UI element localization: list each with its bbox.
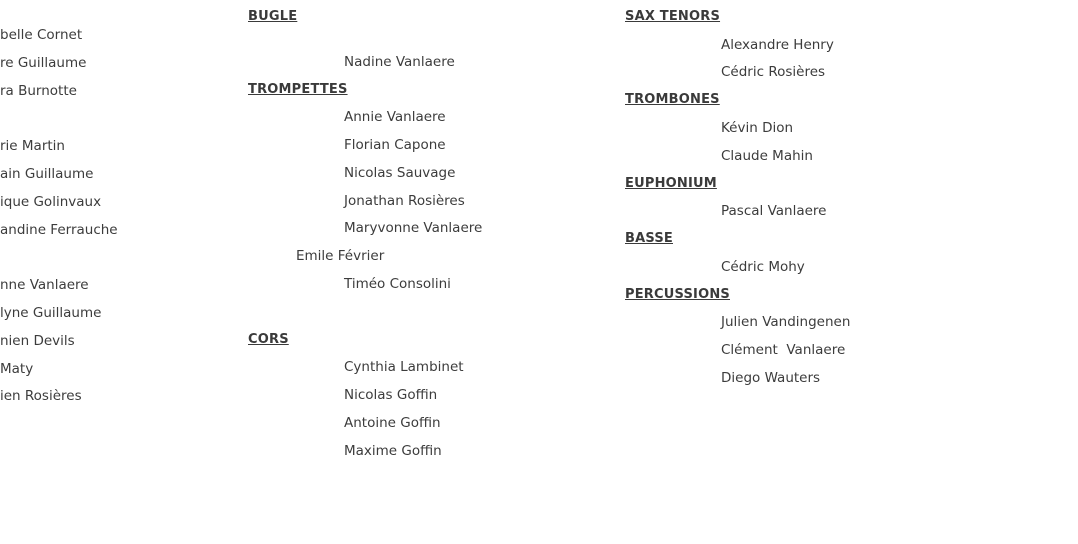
member-name: ien Rosières <box>0 388 82 404</box>
member-name: lyne Guillaume <box>0 305 102 321</box>
section-heading-trombones: TROMBONES <box>625 92 720 107</box>
member-name: Annie Vanlaere <box>344 109 446 125</box>
member-name: ra Burnotte <box>0 83 77 99</box>
member-name: Nicolas Sauvage <box>344 165 456 181</box>
member-name: Cédric Rosières <box>721 64 826 80</box>
member-name: rie Martin <box>0 138 65 154</box>
section-heading-euphonium: EUPHONIUM <box>625 176 717 191</box>
member-name: Maxime Goffin <box>344 443 442 459</box>
member-name: Diego Wauters <box>721 370 821 386</box>
member-name: Cynthia Lambinet <box>344 359 464 375</box>
member-name: Maty <box>0 361 34 377</box>
member-name: re Guillaume <box>0 55 87 71</box>
member-name: Cédric Mohy <box>721 259 805 275</box>
section-heading-sax-tenors: SAX TENORS <box>625 9 721 24</box>
section-heading-basse: BASSE <box>625 231 673 246</box>
section-heading-percussions: PERCUSSIONS <box>625 287 730 302</box>
member-name: andine Ferrauche <box>0 222 118 238</box>
member-name: Alexandre Henry <box>721 37 834 53</box>
member-name: Kévin Dion <box>721 120 794 136</box>
member-name: Julien Vandingenen <box>721 314 851 330</box>
section-heading-bugle: BUGLE <box>248 9 298 24</box>
member-name: ique Golinvaux <box>0 194 102 210</box>
section-heading-trompettes: TROMPETTES <box>248 82 348 97</box>
section-heading-cors: CORS <box>248 332 289 347</box>
member-name: nne Vanlaere <box>0 277 89 293</box>
member-name: Clément Vanlaere <box>721 342 846 358</box>
member-name: Emile Février <box>296 248 385 264</box>
member-name: Timéo Consolini <box>344 276 451 292</box>
member-name: Pascal Vanlaere <box>721 203 827 219</box>
member-name: Nicolas Goffin <box>344 387 438 403</box>
member-name: Florian Capone <box>344 137 446 153</box>
member-name: Maryvonne Vanlaere <box>344 220 483 236</box>
member-name: belle Cornet <box>0 27 83 43</box>
member-name: Jonathan Rosières <box>344 193 465 209</box>
member-name: Antoine Goffin <box>344 415 441 431</box>
member-name: Nadine Vanlaere <box>344 54 455 70</box>
member-name: ain Guillaume <box>0 166 94 182</box>
member-name: nien Devils <box>0 333 75 349</box>
member-name: Claude Mahin <box>721 148 813 164</box>
